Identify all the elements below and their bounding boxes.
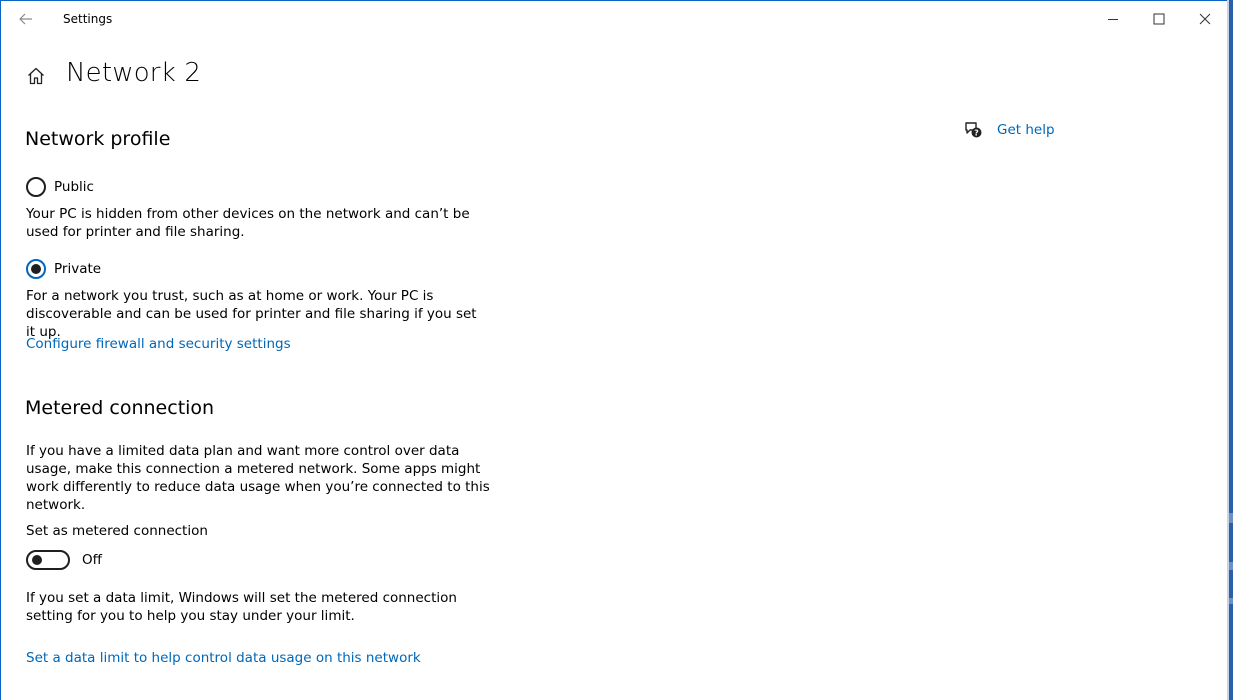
network-profile-heading: Network profile: [25, 128, 171, 150]
radio-private-circle[interactable]: [26, 259, 46, 279]
desktop-edge-highlight: [1227, 0, 1229, 700]
metered-connection-heading: Metered connection: [25, 397, 215, 419]
desktop-edge: [1227, 0, 1233, 700]
minimize-button[interactable]: [1090, 1, 1136, 37]
maximize-button[interactable]: [1136, 1, 1182, 37]
metered-toggle-state: Off: [82, 552, 102, 568]
set-data-limit-link[interactable]: Set a data limit to help control data usage on this network: [26, 650, 421, 666]
close-icon: [1199, 13, 1211, 25]
back-button[interactable]: [11, 5, 41, 33]
maximize-icon: [1153, 13, 1165, 25]
metered-toggle[interactable]: [26, 550, 70, 570]
radio-public-label: Public: [54, 179, 94, 195]
metered-toggle-label: Set as metered connection: [26, 523, 208, 539]
home-icon: [26, 66, 46, 86]
chat-help-icon[interactable]: [963, 120, 983, 140]
desktop-edge-mark: [1229, 513, 1233, 523]
radio-private-label: Private: [54, 261, 102, 277]
page-title: Network 2: [66, 58, 202, 88]
back-arrow-icon: [19, 13, 33, 25]
home-button[interactable]: [23, 63, 49, 89]
data-limit-note: If you set a data limit, Windows will set the metered connection setting for you to help you stay under your limit.: [26, 590, 457, 624]
toggle-knob: [32, 555, 42, 565]
minimize-icon: [1107, 13, 1119, 25]
get-help-link[interactable]: Get help: [997, 122, 1055, 138]
close-button[interactable]: [1182, 1, 1228, 37]
radio-public[interactable]: [26, 176, 94, 198]
radio-private[interactable]: [26, 258, 101, 280]
public-description: Your PC is hidden from other devices on the network and can’t be used for printer and file sharing.: [26, 206, 470, 240]
desktop-edge-mark: [1229, 598, 1233, 604]
title-bar: [1, 1, 1227, 39]
window-title: Settings: [63, 12, 113, 26]
svg-text:?: ?: [974, 128, 979, 138]
configure-firewall-link[interactable]: Configure firewall and security settings: [26, 336, 291, 352]
private-description: For a network you trust, such as at home or work. Your PC is discoverable and can be used for printer and file sharing if you set it up.: [26, 288, 477, 340]
metered-description: If you have a limited data plan and want more control over data usage, make this connection a metered network. Some apps might work differently to reduce data usage when you’re connected to this network.: [26, 443, 490, 513]
radio-public-circle[interactable]: [26, 177, 46, 197]
desktop-edge-mark: [1229, 562, 1233, 570]
